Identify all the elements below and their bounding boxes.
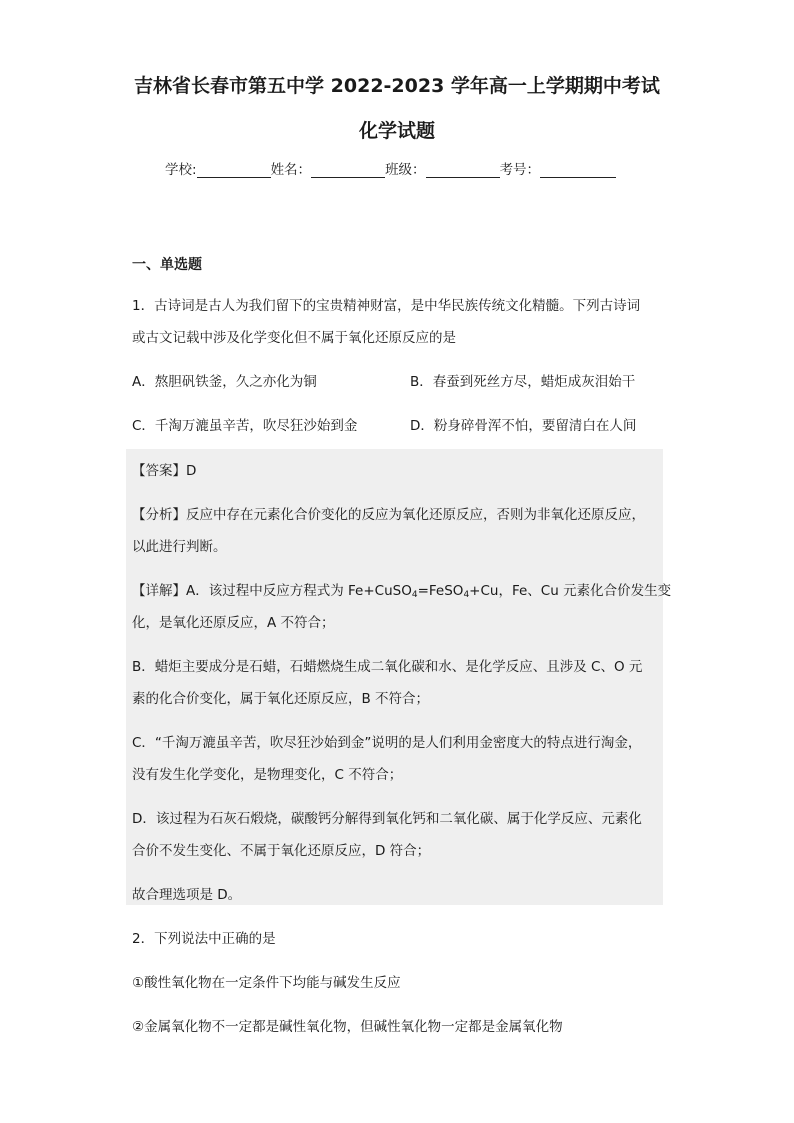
q1-detail-d-line2: 合价不发生变化、不属于氧化还原反应，D 符合； xyxy=(132,843,431,859)
q1-analysis-line2: 以此进行判断。 xyxy=(132,539,227,555)
q1-stem-line2: 或古文记载中涉及化学变化但不属于氧化还原反应的是 xyxy=(132,330,456,346)
q1-detail-c-line2: 没有发生化学变化，是物理变化，C 不符合； xyxy=(132,767,403,783)
q1-detail-b-line1: B．蜡炬主要成分是石蜡，石蜡燃烧生成二氧化碳和水、是化学反应、且涉及 C、O 元 xyxy=(132,659,643,675)
student-info-line xyxy=(165,158,616,178)
q2-stem: 2．下列说法中正确的是 xyxy=(132,931,276,947)
detail-a-mid: =FeSO xyxy=(417,583,464,599)
q1-stem-line1: 1．古诗词是古人为我们留下的宝贵精神财富，是中华民族传统文化精髓。下列古诗词 xyxy=(132,298,641,314)
q2-item-1: ①酸性氧化物在一定条件下均能与碱发生反应 xyxy=(132,975,401,991)
school-label: 学校: xyxy=(165,162,197,178)
page-title: 吉林省长春市第五中学 2022-2023 学年高一上学期期中考试 xyxy=(134,75,660,97)
q1-detail-a-line2: 化，是氧化还原反应，A 不符合； xyxy=(132,615,335,631)
exam-no-field[interactable] xyxy=(540,163,616,178)
q1-option-d: D．粉身碎骨浑不怕，要留清白在人间 xyxy=(410,418,637,434)
subscript: 4 xyxy=(411,590,418,600)
q1-option-a: A．熬胆矾铁釜，久之亦化为铜 xyxy=(132,374,317,390)
q1-answer: 【答案】D xyxy=(132,463,197,479)
q1-detail-b-line2: 素的化合价变化，属于氧化还原反应，B 不符合； xyxy=(132,691,430,707)
q2-item-2: ②金属氧化物不一定都是碱性氧化物，但碱性氧化物一定都是金属氧化物 xyxy=(132,1019,563,1035)
q1-option-c: C．千淘万漉虽辛苦，吹尽狂沙始到金 xyxy=(132,418,358,434)
school-field[interactable] xyxy=(197,163,271,178)
page-subtitle: 化学试题 xyxy=(358,120,435,142)
name-label: 姓名： xyxy=(270,162,312,178)
class-label: 班级： xyxy=(385,162,426,178)
detail-a-suffix: +Cu，Fe、Cu 元素化合价发生变 xyxy=(469,583,672,599)
name-field[interactable] xyxy=(311,163,385,178)
class-field[interactable] xyxy=(426,163,500,178)
q1-conclusion: 故合理选项是 D。 xyxy=(132,887,242,903)
q1-detail-d-line1: D．该过程为石灰石煅烧，碳酸钙分解得到氧化钙和二氧化碳、属于化学反应、元素化 xyxy=(132,811,642,827)
q1-option-b: B．春蚕到死丝方尽，蜡炬成灰泪始干 xyxy=(410,374,636,390)
q1-analysis-line1: 【分析】反应中存在元素化合价变化的反应为氧化还原反应，否则为非氧化还原反应， xyxy=(132,507,645,523)
subscript: 4 xyxy=(463,590,470,600)
exam-no-label: 考号： xyxy=(499,162,541,178)
q1-detail-c-line1: C．“千淘万漉虽辛苦，吹尽狂沙始到金”说明的是人们利用金密度大的特点进行淘金， xyxy=(132,735,642,751)
q1-detail-a-line1 xyxy=(132,579,671,600)
section-heading: 一、单选题 xyxy=(132,257,202,273)
detail-a-prefix: 【详解】A．该过程中反应方程式为 Fe+CuSO xyxy=(132,583,412,599)
